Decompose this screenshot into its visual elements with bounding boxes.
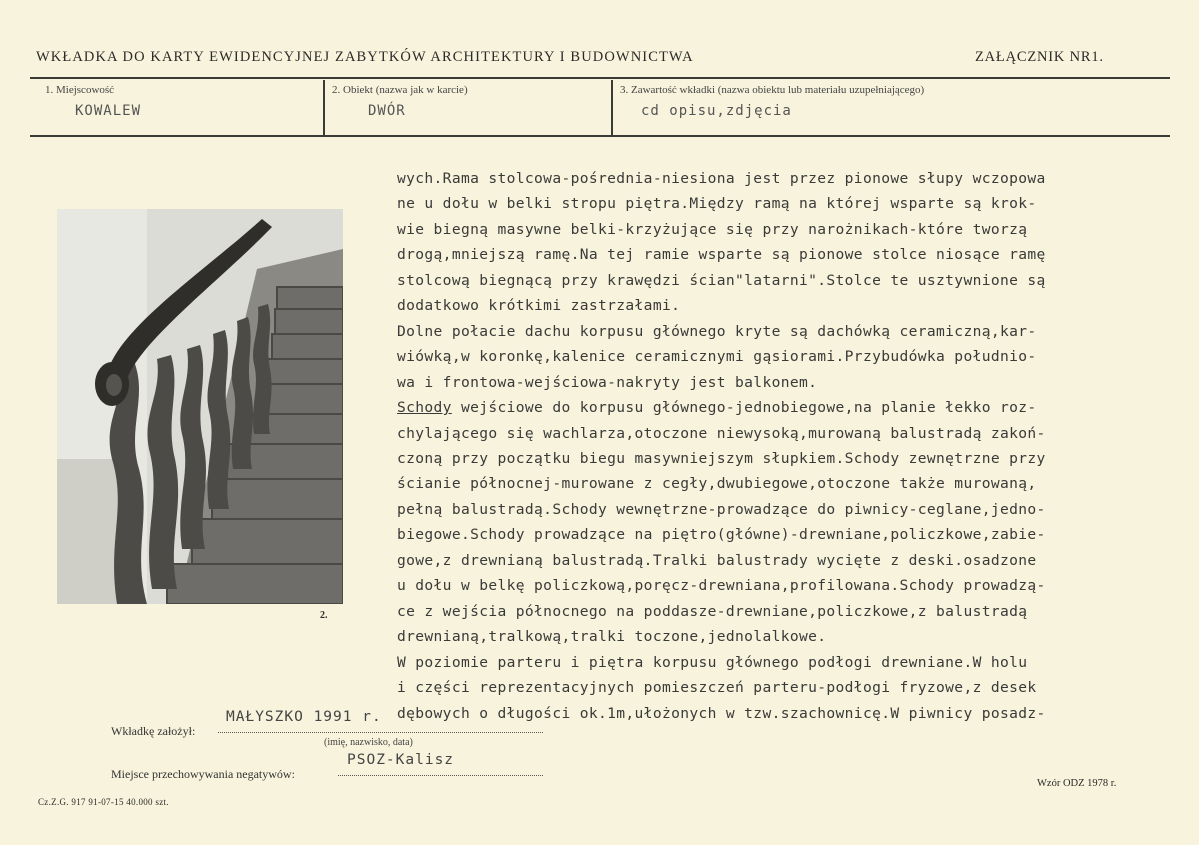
description-text <box>397 166 1157 726</box>
text-line: gowe,z drewnianą balustradą.Tralki balustrady wycięte z deski.osadzone <box>397 551 1037 569</box>
form-model-info: Wzór ODZ 1978 r. <box>1037 778 1117 789</box>
text-line: wych.Rama stolcowa-pośrednia-niesiona jest przez pionowe słupy wczopowa <box>397 170 1046 187</box>
field-label-object: 2. Obiekt (nazwa jak w karcie) <box>332 84 468 96</box>
text-line: wie biegną masywne belki-krzyżujące się przy narożnikach-które tworzą <box>397 220 1028 238</box>
text-line: Dolne połacie dachu korpusu głównego kryte są dachówką ceramiczną,kar- <box>397 322 1037 340</box>
stairs-underlined-word: Schody <box>397 399 452 417</box>
stairs-line-rest: wejściowe do korpusu głównego-jednobiegowe,na planie łekko roz- <box>451 399 1037 417</box>
field-value-contents: cd opisu,zdjęcia <box>641 103 792 119</box>
form-title: WKŁADKA DO KARTY EWIDENCYJNEJ ZABYTKÓW ARCHITEKTURY I BUDOWNICTWA <box>36 49 694 65</box>
header-rule-top <box>30 77 1170 79</box>
text-line: W poziomie parteru i piętra korpusu głównego podłogi drewniane.W holu <box>397 653 1028 671</box>
field-divider-1 <box>323 80 325 136</box>
field-divider-2 <box>611 80 613 136</box>
staircase-photo-image <box>57 209 343 604</box>
author-dotted-line <box>218 732 543 733</box>
text-line: wiówką,w koronkę,kalenice ceramicznymi gąsiorami.Przybudówka południo- <box>397 348 1037 366</box>
field-value-object: DWÓR <box>368 103 406 119</box>
text-line-stairs <box>397 395 1157 420</box>
annex-text: ZAŁĄCZNIK NR <box>975 49 1092 65</box>
text-line: drewnianą,tralkową,tralki toczone,jednolalkowe. <box>397 628 827 646</box>
staircase-photo <box>57 209 343 604</box>
author-hint: (imię, nazwisko, data) <box>324 737 413 748</box>
text-line: ne u dołu w belki stropu piętra.Między ramą na której wsparte są krok- <box>397 195 1037 213</box>
field-label-locality: 1. Miejscowość <box>45 84 115 96</box>
field-value-locality: KOWALEW <box>75 103 142 119</box>
negatives-label: Miejsce przechowywania negatywów: <box>111 767 295 781</box>
author-label: Wkładkę założył: <box>111 724 196 738</box>
negatives-dotted-line <box>338 775 543 776</box>
print-info: Cz.Z.G. 917 91-07-15 40.000 szt. <box>38 797 169 807</box>
header-rule-bottom <box>30 135 1170 137</box>
text-line: czoną przy początku biegu masywniejszym słupkiem.Schody zewnętrzne przy <box>397 449 1046 467</box>
negatives-value: PSOZ-Kalisz <box>347 752 455 768</box>
text-line: u dołu w belkę policzkową,poręcz-drewniana,profilowana.Schody prowadzą- <box>397 577 1046 595</box>
photo-number: 2. <box>320 610 328 621</box>
text-line: chylającego się wachlarza,otoczone niewysoką,murowaną balustradą zakoń- <box>397 424 1046 442</box>
field-label-contents: 3. Zawartość wkładki (nazwa obiektu lub materiału uzupełniającego) <box>620 84 925 96</box>
text-line: biegowe.Schody prowadzące na piętro(główne)-drewniane,policzkowe,zabie- <box>397 526 1046 544</box>
annex-label <box>975 49 1104 66</box>
text-line: pełną balustradą.Schody wewnętrzne-prowadzące do piwnicy-ceglane,jedno- <box>397 500 1046 518</box>
text-line: drogą,mniejszą ramę.Na tej ramie wsparte są pionowe stolce niosące ramę <box>397 246 1046 264</box>
annex-number: 1. <box>1091 49 1104 65</box>
text-line: dodatkowo krótkimi zastrzałami. <box>397 297 681 315</box>
author-value: MAŁYSZKO 1991 r. <box>226 709 382 725</box>
text-line: stolcową biegnącą przy krawędzi ścian"latarni".Stolce te usztywnione są <box>397 271 1046 289</box>
text-line: ce z wejścia północnego na poddasze-drewniane,policzkowe,z balustradą <box>397 602 1028 620</box>
text-line: dębowych o długości ok.1m,ułożonych w tzw.szachownicę.W piwnicy posadz- <box>397 704 1046 722</box>
text-line: i części reprezentacyjnych pomieszczeń parteru-podłogi fryzowe,z desek <box>397 679 1037 697</box>
text-line: ścianie północnej-murowane z cegły,dwubiegowe,otoczone także murowaną, <box>397 475 1037 493</box>
text-line: wa i frontowa-wejściowa-nakryty jest balkonem. <box>397 373 818 391</box>
